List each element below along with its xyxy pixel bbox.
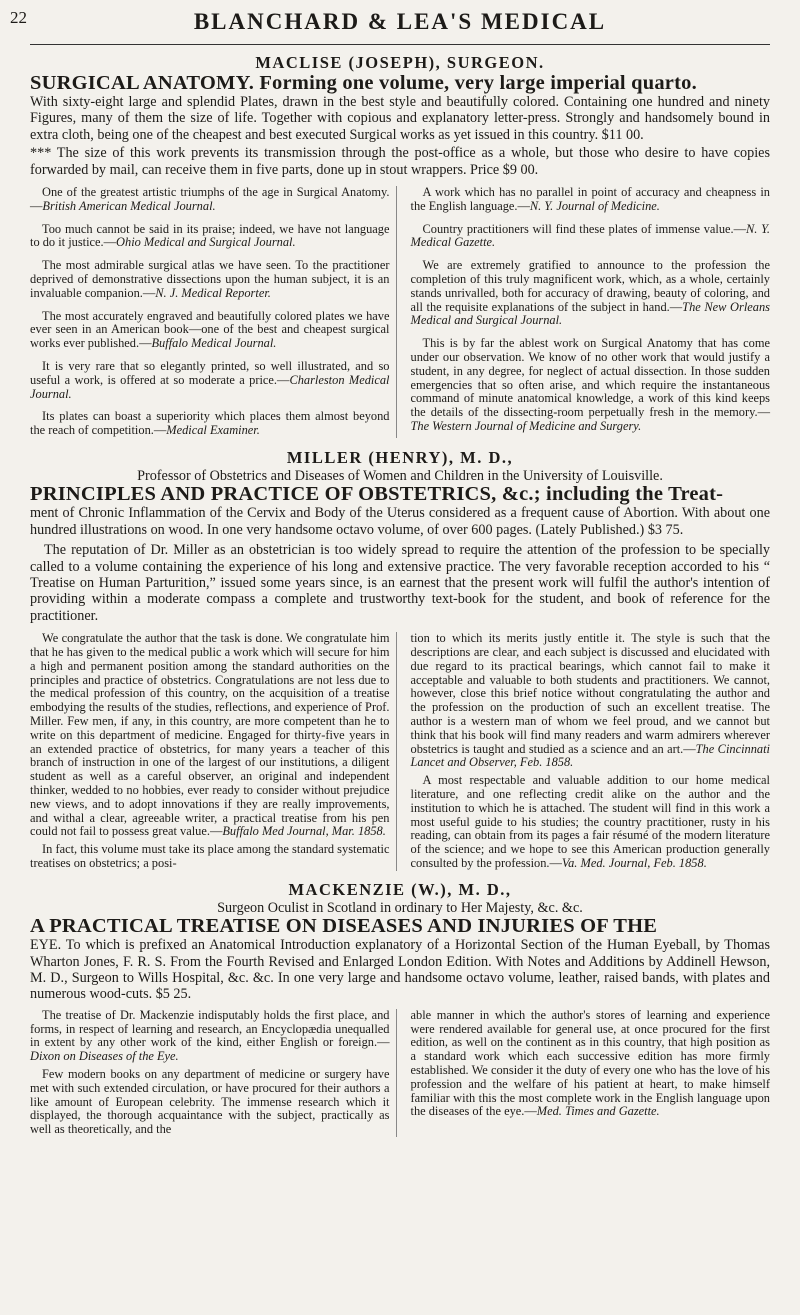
book-description: With sixty-eight large and splendid Plates, drawn in the best style and beautifully colored. Containing one hundred and ninety Figures, many of them the size of life. Together with copious and explanatory letter-press. Strongly and handsomely bound in extra cloth, being one of the cheapest and best executed Surgical works as yet issued in this country. $11 00. [30,94,770,143]
book-description: EYE. To which is prefixed an Anatomical Introduction explanatory of a Horizontal Section of the Human Eyeball, by Thomas Wharton Jones, F. R. S. From the Fourth Revised and Enlarged London Edition. With Notes and Additions by Addinell Hewson, M. D., Surgeon to Wills Hospital, &c. &c. In one very large and handsome octavo volume, leather, raised bands, with plates and numerous wood-cuts. $5 25. [30,937,770,1003]
page-header [10,4,770,45]
reviews-left [30,186,397,438]
book-title: PRINCIPLES AND PRACTICE OF OBSTETRICS, &c.; including the Treat- [30,483,724,506]
book-intro: The reputation of Dr. Miller as an obstetrician is too widely spread to require the attention of the profession to be specially called to a volume containing the experience of his long and extensive practice. The very favorable reception accorded to his “ Treatise on Human Parturition,” issued some years since, is an earnest that the present work will fulfil the author's intention of providing within a moderate compass a complete and trustworthy text-book for the student, and book of reference for the practitioner. [30,542,770,624]
book-description: ment of Chronic Inflammation of the Cervix and Body of the Uterus considered as a frequent cause of Abortion. With about one hundred illustrations on wood. In one very handsome octavo volume, of over 600 pages. (Lately Published.) $3 75. [30,505,770,538]
review-quote: The most admirable surgical atlas we have seen. To the practitioner deprived of demonstrative dissections upon the human subject, it is an invaluable companion.—N. J. Medical Reporter. [30,258,390,300]
review-quote: tion to which its merits justly entitle it. The style is such that the descriptions are clear, and each subject is discussed and elucidated with due regard to its practical bearings, which cannot fail to make it acceptable and valuable to both students and practitioners. We cannot, however, close this brief notice without congratulating the author and the profession on the production of such an excellent treatise. The author is a western man of whom we feel proud, and we cannot but think that his book will find many readers and warm admirers wherever obstetrics is taught and studied as a science and an art.—The Cincinnati Lancet and Observer, Feb. 1858. [410,631,770,770]
author-subtitle: Professor of Obstetrics and Diseases of Women and Children in the University of Louisville. [137,467,663,484]
review-quote: It is very rare that so elegantly printed, so well illustrated, and so useful a work, is offered at so moderate a price.—Charleston Medical Journal. [30,359,390,401]
reviews-left [30,632,397,871]
author-subtitle: Surgeon Oculist in Scotland in ordinary to Her Majesty, &c. &c. [217,899,583,916]
running-head: BLANCHARD & LEA'S MEDICAL [193,9,607,34]
reviews-right [407,1009,771,1137]
review-quote: able manner in which the author's stores of learning and experience were rendered available for general use, at once procured for the first edition, as well on the continent as in this country, that high position as a standard work which each successive edition has more firmly established. We consider it the duty of every one who has the love of his profession and the welfare of his patient at heart, to make himself familiar with this the most complete work in the English language upon the diseases of the eye.—Med. Times and Gazette. [410,1007,770,1119]
miller-section [30,448,770,871]
review-quote: This is by far the ablest work on Surgical Anatomy that has come under our observation. We know of no other work that would justify a student, in any degree, for neglect of actual dissection. In those sudden emergencies that so often arise, and which require the instantaneous command of minute anatomical knowledge, a work of this kind keeps the details of the dissecting-room perpetually fresh in the memory.—The Western Journal of Medicine and Surgery. [410,336,770,433]
book-title: SURGICAL ANATOMY. Forming one volume, very large imperial quarto. [30,72,697,94]
reviews [30,186,770,438]
page-number: 22 [10,8,27,27]
review-quote: We congratulate the author that the task is done. We congratulate him that he has given to the medical public a work which will secure for him a high and permanent position among the standard authorities on the principles and practice of obstetrics. Congratulations are not less due to the medical profession of this country, on the acquisition of a treatise embodying the results of the studies, reflections, and experience of Prof. Miller. Few men, if any, in this country, are more competent than he to write on this department of medicine. Engaged for thirty-five years in an extended practice of obstetrics, for many years a teacher of this branch of instruction in one of the largest of our institutions, a diligent student as well as a careful observer, an original and independent thinker, wedded to no hobbies, ever ready to consider without prejudice new views, and to adopt innovations if they are really improvements, and withal a clear, agreeable writer, a practical treatise from his pen could not fail to possess great value.—Buffalo Med Journal, Mar. 1858. [30,631,390,839]
review-quote: In fact, this volume must take its place among the standard systematic treatises on obstetrics; a posi- [30,842,390,870]
review-quote: A most respectable and valuable addition to our home medical literature, and one reflecting credit alike on the author and the institution to which he is attached. The student will find in this work a most useful guide to his studies; the country practitioner, rusty in his reading, can obtain from its pages a fair résumé of the modern literature of the science; and we hope to see this American production generally consulted by the profession.—Va. Med. Journal, Feb. 1858. [410,773,770,870]
reviews-left [30,1009,397,1137]
author-heading: MILLER (HENRY), M. D., [286,447,514,467]
review-quote: We are extremely gratified to announce to the profession the completion of this truly magnificent work, which, as a whole, certainly stands unrivalled, both for accuracy of drawing, beauty of coloring, and all the requisite explanations of the subject in hand.—The New Orleans Medical and Surgical Journal. [410,258,770,328]
review-quote: A work which has no parallel in point of accuracy and cheapness in the English language.—N. Y. Journal of Medicine. [410,185,770,213]
review-quote: Country practitioners will find these plates of immense value.—N. Y. Medical Gazette. [410,221,771,250]
reviews [30,1009,770,1137]
author-heading: MACLISE (JOSEPH), SURGEON. [255,53,545,72]
maclise-section [30,53,770,438]
review-quote: Its plates can boast a superiority which places them almost beyond the reach of competition.—Medical Examiner. [30,409,390,438]
review-quote: Few modern books on any department of medicine or surgery have met with such extended circulation, or have procured for their authors a like amount of European celebrity. The immense research which it displayed, the thorough acquaintance with the subject, practically as well as theoretically, and the [30,1067,390,1137]
postal-note: *** The size of this work prevents its transmission through the post-office as a whole, but those who desire to have copies forwarded by mail, can receive them in five parts, done up in stout wrappers. Price $9 00. [30,145,770,178]
review-quote: One of the greatest artistic triumphs of the age in Surgical Anatomy.—British American Medical Journal. [30,185,390,213]
page [10,0,771,1137]
reviews-right [407,186,771,438]
reviews [30,632,770,871]
mackenzie-section [30,880,770,1137]
review-quote: The treatise of Dr. Mackenzie indisputably holds the first place, and forms, in respect of learning and research, an Encyclopædia unequalled in extent by any other work of the kind, either English or foreign.—Dixon on Diseases of the Eye. [30,1007,390,1064]
review-quote: The most accurately engraved and beautifully colored plates we have ever seen in an American book—one of the best and cheapest surgical works ever published.—Buffalo Medical Journal. [30,308,390,351]
author-heading: MACKENZIE (W.), M. D., [288,879,512,899]
review-quote: Too much cannot be said in its praise; indeed, we have not language to do it justice.—Ohio Medical and Surgical Journal. [30,221,390,250]
reviews-right [407,632,771,871]
book-title: A PRACTICAL TREATISE ON DISEASES AND INJURIES OF THE [30,915,658,938]
